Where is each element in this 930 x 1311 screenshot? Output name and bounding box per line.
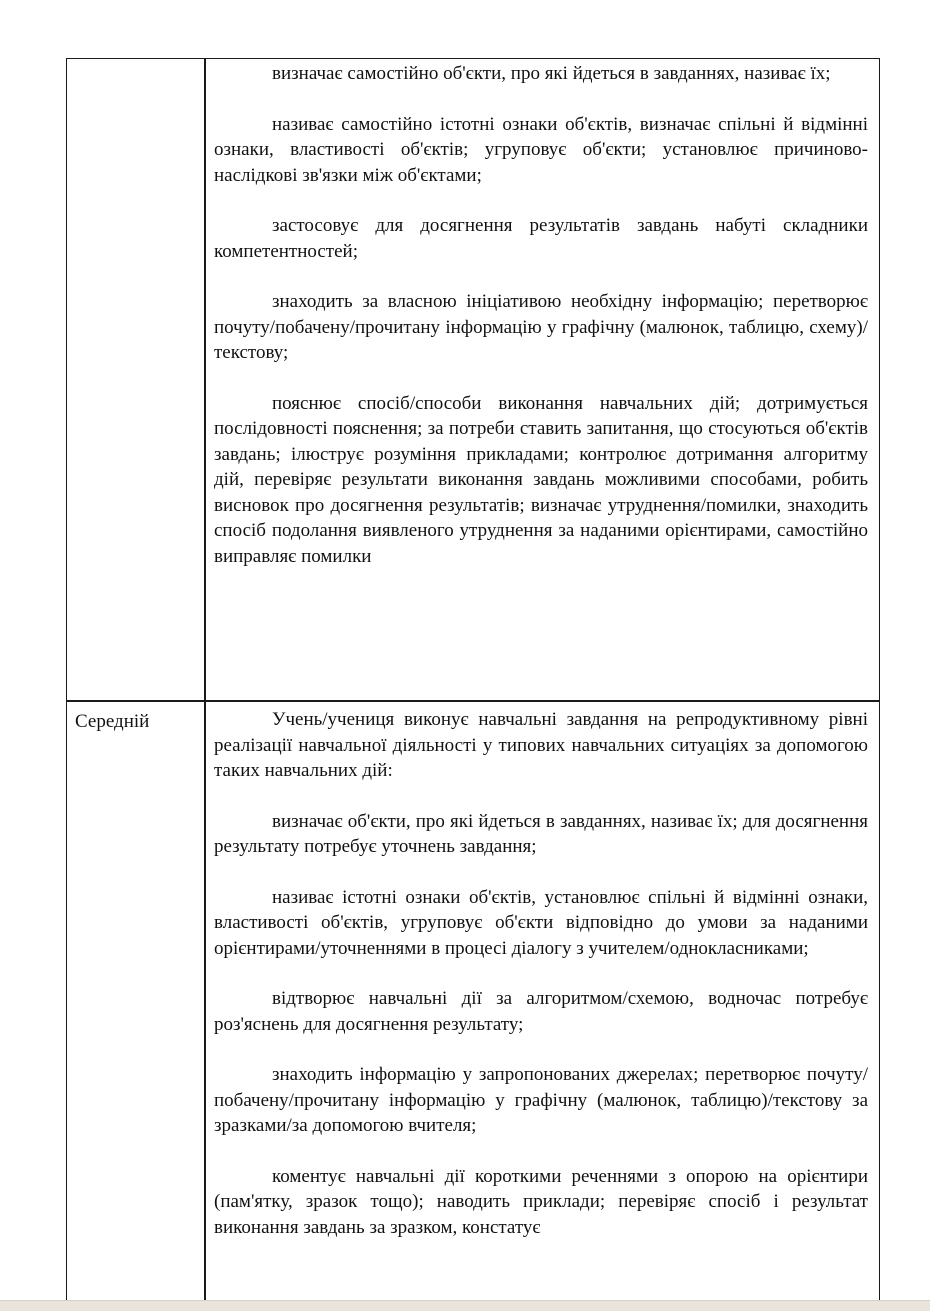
- paragraph: застосовує для досягнення результатів завдань набуті складники компетентностей;: [214, 215, 868, 262]
- level-label-middle: Середній: [75, 711, 150, 732]
- paragraph: коментує навчальні дії короткими реченнями з опорою на орієнтири (пам'ятку, зразок тощо); наводить приклади; перевіряє спосіб і результат виконання завдань за зразком, констатує: [214, 1165, 868, 1238]
- column-divider: [204, 59, 206, 1303]
- paragraph: називає істотні ознаки об'єктів, установлює спільні й відмінні ознаки, властивості об'єктів, угруповує об'єкти відповідно до умови за наданими орієнтирами/уточненнями в процесі діалогу з учителем/однокласниками;: [214, 886, 868, 959]
- paragraph: називає самостійно істотні ознаки об'єктів, визначає спільні й відмінні ознаки, властивості об'єктів; угруповує об'єкти; установлює причиново-наслідкові зв'язки між об'єктами;: [214, 113, 868, 186]
- paragraph: визначає самостійно об'єкти, про які йдеться в завданнях, називає їх;: [272, 63, 831, 84]
- paragraph: пояснює спосіб/способи виконання навчальних дій; дотримується послідовності пояснення; за потреби ставить запитання, що стосуються об'єктів завдань; ілюструє розуміння прикладами; контролює дотримання алгоритму дій, перевіряє результати виконання завдань можливими способами, робить висновок про досягнення результатів; визначає утруднення/помилки, знаходить спосіб подолання виявленого утруднення за наданими орієнтирами, самостійно виправляє помилки: [214, 392, 868, 567]
- viewer-bottom-edge: [0, 1300, 930, 1311]
- middle-level-description-cell: [214, 707, 868, 1240]
- criteria-table: [66, 58, 880, 1303]
- paragraph: відтворює навчальні дії за алгоритмом/схемою, водночас потребує роз'яснень для досягнення результату;: [214, 988, 868, 1035]
- paragraph: визначає об'єкти, про які йдеться в завданнях, називає їх; для досягнення результату потребує уточнень завдання;: [214, 810, 868, 857]
- paragraph: Учень/учениця виконує навчальні завдання на репродуктивному рівні реалізації навчальної діяльності у типових навчальних ситуаціях за допомогою таких навчальних дій:: [214, 709, 868, 781]
- row-divider: [67, 700, 879, 702]
- paragraph: знаходить за власною ініціативою необхідну інформацію; перетворює почуту/побачену/прочитану інформацію у графічну (малюнок, таблицю, схему)/текстову;: [214, 291, 868, 363]
- paragraph: знаходить інформацію у запропонованих джерелах; перетворює почуту/побачену/прочитану інформацію у графічну (малюнок, таблицю)/текстову за зразками/за допомогою вчителя;: [214, 1064, 868, 1136]
- high-level-description-cell: [214, 61, 868, 594]
